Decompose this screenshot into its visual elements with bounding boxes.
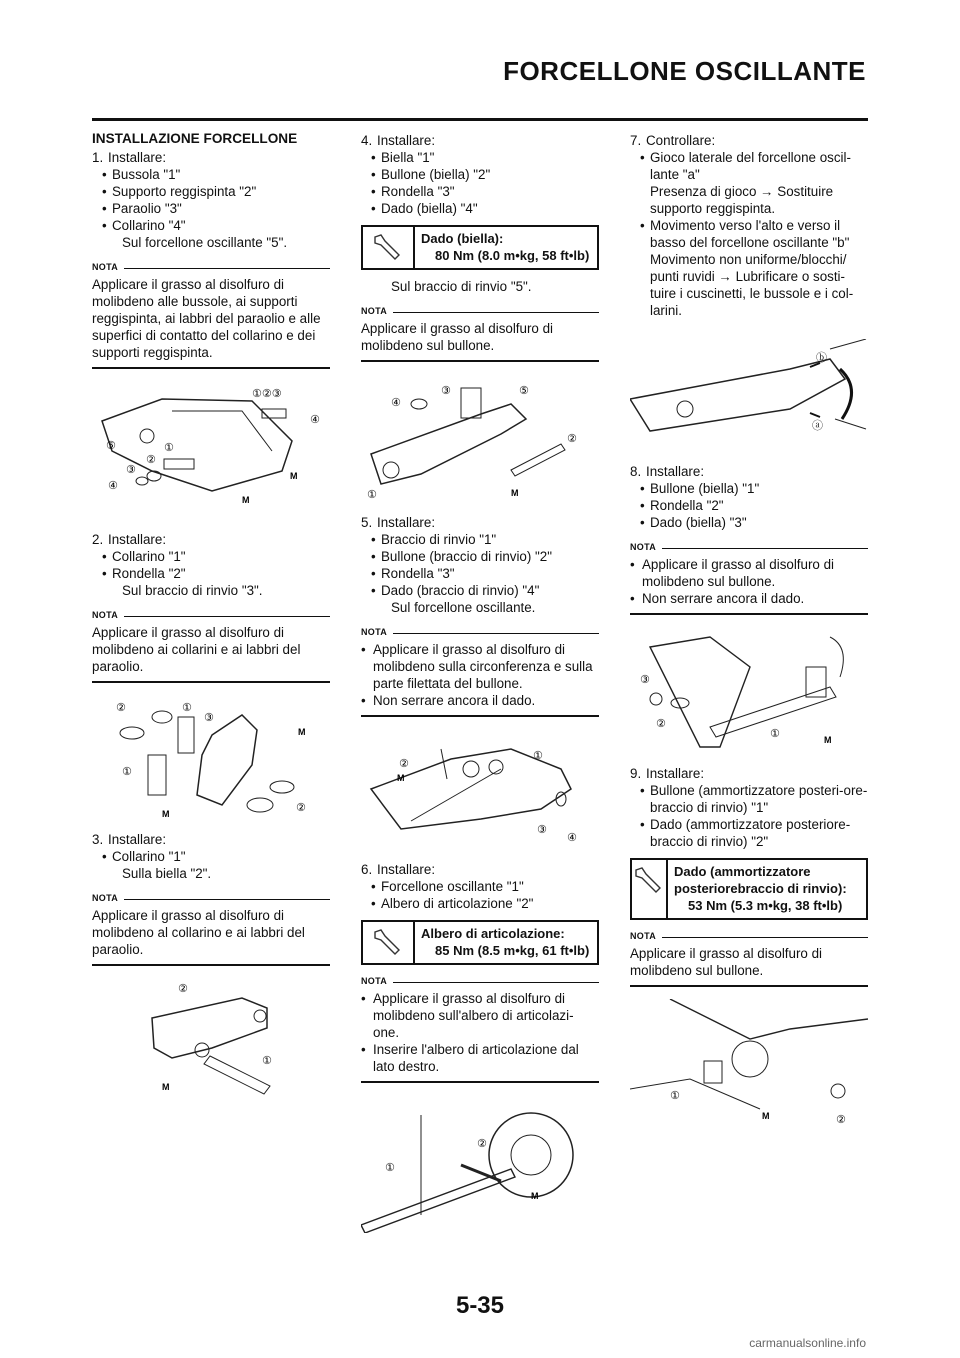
figure-relay-arm-install: [361, 729, 599, 851]
svg-text:①: ①: [533, 750, 543, 762]
nota-item: • Applicare il grasso al disolfuro di molibdeno sul bullone.: [630, 556, 868, 590]
list-item: • Bussola "1": [102, 166, 330, 183]
svg-text:①②③: ①②③: [252, 388, 282, 400]
figure-swingarm-bushings: [92, 381, 330, 521]
svg-text:①: ①: [385, 1162, 395, 1174]
nota-label: NOTA: [630, 931, 657, 941]
step-8: [630, 463, 868, 531]
torque-label: Dado (ammortizzatore posteriorebraccio di rinvio):: [674, 864, 847, 896]
svg-text:⑤: ⑤: [519, 385, 529, 397]
figure-connecting-rod-install: [630, 627, 868, 755]
page-number: 5-35: [455, 1292, 505, 1319]
nota-box: [361, 624, 599, 717]
nota-label: NOTA: [630, 542, 657, 552]
step-text: Installare:: [377, 862, 436, 877]
svg-text:①: ①: [262, 1055, 272, 1067]
list-item: • Rondella "3": [371, 183, 599, 200]
step-number: 5.: [361, 515, 373, 530]
page-title: FORCELLONE OSCILLANTE: [503, 56, 866, 86]
step-location: Sul braccio di rinvio "3".: [122, 583, 263, 598]
svg-text:②: ②: [146, 454, 156, 466]
svg-text:①: ①: [367, 489, 377, 501]
nota-item: • Applicare il grasso al disolfuro di molibdeno sull'albero di articolazi-one.: [361, 990, 599, 1041]
svg-text:②: ②: [836, 1114, 846, 1126]
step-2: [92, 531, 330, 599]
figure-relay-arm-collars: [92, 695, 330, 821]
nota-box: [92, 259, 330, 369]
torque-value: 85 Nm (8.5 m•kg, 61 ft•lb): [435, 943, 590, 958]
list-item: • Rondella "3": [371, 565, 599, 582]
svg-text:③: ③: [126, 464, 136, 476]
nota-text: Applicare il grasso al disolfuro di molibdeno al collarino e ai labbri del paraolio.: [92, 907, 330, 966]
svg-text:④: ④: [108, 480, 118, 492]
figure-connecting-rod-collar: [92, 978, 330, 1108]
step-9: [630, 765, 868, 850]
nota-text: Applicare il grasso al disolfuro di molibdeno alle bussole, ai supporti reggispinta, ai labbri del paraolio e alle superfici di contatto del collarino e dei supporti reggispinta.: [92, 276, 330, 369]
watermark: carmanualsonline.info: [749, 1336, 866, 1350]
step-text: Installare:: [108, 150, 167, 165]
nota-box: [92, 890, 330, 966]
list-item: • Forcellone oscillante "1": [371, 878, 599, 895]
svg-text:②: ②: [477, 1138, 487, 1150]
step-5: [361, 514, 599, 616]
svg-text:③: ③: [441, 385, 451, 397]
list-item: • Gioco laterale del forcellone oscil-lante "a" Presenza di gioco → Sostituire supporto reggispinta.: [640, 149, 868, 217]
list-item: • Bullone (ammortizzatore posteri-ore- braccio di rinvio) "1": [640, 782, 868, 816]
svg-text:②: ②: [399, 758, 409, 770]
step-number: 8.: [630, 464, 642, 479]
list-item-sub: Presenza di gioco → Sostituire supporto reggispinta.: [650, 184, 834, 216]
list-item: • Dado (biella) "4": [371, 200, 599, 217]
step-text: Controllare:: [646, 133, 716, 148]
svg-text:③: ③: [204, 712, 214, 724]
svg-text:④: ④: [567, 832, 577, 844]
header-rule: [92, 118, 868, 121]
nota-label: NOTA: [92, 262, 119, 272]
list-item-sub: Movimento non uniforme/blocchi/ punti ruvidi → Lubrificare o sosti-tuire i cuscinetti, le bussole e i col-larini.: [650, 252, 854, 318]
step-text: Installare:: [377, 515, 436, 530]
svg-text:M: M: [511, 488, 519, 498]
list-item: • Bullone (biella) "1": [640, 480, 868, 497]
list-item: • Albero di articolazione "2": [371, 895, 599, 912]
nota-box: [92, 607, 330, 683]
step-number: 9.: [630, 766, 642, 781]
step-7: [630, 132, 868, 319]
svg-text:M: M: [531, 1191, 539, 1201]
column-3: [630, 128, 868, 1139]
column-1: [92, 128, 330, 1118]
svg-text:①: ①: [122, 766, 132, 778]
svg-text:①: ①: [770, 728, 780, 740]
nota-label: NOTA: [361, 627, 388, 637]
step-3: [92, 831, 330, 882]
step-number: 1.: [92, 150, 104, 165]
list-item: • Dado (ammortizzatore posteriore- braccio di rinvio) "2": [640, 816, 868, 850]
step-location: Sul braccio di rinvio "5".: [391, 279, 532, 294]
list-item: • Dado (braccio di rinvio) "4": [371, 582, 599, 599]
svg-text:M: M: [242, 495, 250, 505]
step-text: Installare:: [646, 464, 705, 479]
svg-text:M: M: [290, 471, 298, 481]
list-item: • Collarino "4": [102, 217, 330, 234]
torque-box: [361, 225, 599, 270]
nota-text: Applicare il grasso al disolfuro di molibdeno sul bullone.: [630, 945, 868, 987]
nota-box: [361, 303, 599, 362]
svg-text:M: M: [162, 1082, 170, 1092]
svg-text:②: ②: [656, 718, 666, 730]
list-item: • Biella "1": [371, 149, 599, 166]
torque-box: [361, 920, 599, 965]
list-item: • Dado (biella) "3": [640, 514, 868, 531]
svg-text:④: ④: [310, 414, 320, 426]
svg-text:②: ②: [567, 433, 577, 445]
section-title: INSTALLAZIONE FORCELLONE: [92, 131, 298, 146]
list-item: • Movimento verso l'alto e verso il basso del forcellone oscillante "b" Movimento non uniforme/blocchi/ punti ruvidi → Lubrificare o sosti-tuire i cuscinetti, le bussole e i col-larini.: [640, 217, 868, 319]
nota-label: NOTA: [361, 306, 388, 316]
svg-text:①: ①: [670, 1090, 680, 1102]
step-4: [361, 132, 599, 217]
torque-label: Albero di articolazione:: [421, 926, 565, 941]
list-item: • Bullone (biella) "2": [371, 166, 599, 183]
nota-label: NOTA: [361, 976, 388, 986]
nota-text: Applicare il grasso al disolfuro di molibdeno sul bullone.: [361, 320, 599, 362]
nota-label: NOTA: [92, 893, 119, 903]
figure-shock-bolt: [630, 999, 868, 1129]
nota-item: • Non serrare ancora il dado.: [630, 590, 868, 607]
svg-text:ⓑ: ⓑ: [816, 352, 827, 364]
step-text: Installare:: [646, 766, 705, 781]
svg-text:M: M: [298, 727, 306, 737]
list-item: • Braccio di rinvio "1": [371, 531, 599, 548]
svg-text:ⓐ: ⓐ: [812, 420, 823, 432]
step-number: 3.: [92, 832, 104, 847]
column-2: [361, 128, 599, 1243]
nota-text: Applicare il grasso al disolfuro di molibdeno ai collarini e ai labbri del paraolio.: [92, 624, 330, 683]
step-location: Sulla biella "2".: [122, 866, 212, 881]
svg-text:M: M: [397, 773, 405, 783]
nota-item: • Non serrare ancora il dado.: [361, 692, 599, 709]
torque-box: [630, 858, 868, 920]
svg-text:②: ②: [296, 802, 306, 814]
nota-item: • Applicare il grasso al disolfuro di molibdeno sulla circonferenza e sulla parte filettata del bullone.: [361, 641, 599, 692]
step-number: 7.: [630, 133, 642, 148]
torque-wrench-icon: [363, 227, 415, 268]
step-location: Sul forcellone oscillante "5".: [122, 235, 288, 250]
step-text: Installare:: [108, 832, 167, 847]
torque-label: Dado (biella):: [421, 231, 504, 246]
torque-value: 53 Nm (5.3 m•kg, 38 ft•lb): [688, 898, 843, 913]
svg-text:③: ③: [640, 674, 650, 686]
step-number: 2.: [92, 532, 104, 547]
step-1: [92, 149, 330, 251]
svg-text:③: ③: [537, 824, 547, 836]
svg-text:④: ④: [391, 397, 401, 409]
svg-text:M: M: [762, 1111, 770, 1121]
nota-item: • Inserire l'albero di articolazione dal lato destro.: [361, 1041, 599, 1075]
figure-swingarm-check: [630, 339, 868, 449]
torque-value: 80 Nm (8.0 m•kg, 58 ft•lb): [435, 248, 590, 263]
list-item: • Rondella "2": [640, 497, 868, 514]
list-item: • Paraolio "3": [102, 200, 330, 217]
step-text: Installare:: [377, 133, 436, 148]
list-item: • Collarino "1": [102, 548, 330, 565]
figure-connecting-rod-bolt: [361, 374, 599, 504]
list-item: • Supporto reggispinta "2": [102, 183, 330, 200]
nota-label: NOTA: [92, 610, 119, 620]
nota-box: [630, 539, 868, 615]
svg-text:②: ②: [116, 702, 126, 714]
list-item: • Collarino "1": [102, 848, 330, 865]
nota-box: [361, 973, 599, 1083]
step-number: 6.: [361, 862, 373, 877]
torque-wrench-icon: [632, 860, 668, 918]
step-text: Installare:: [108, 532, 167, 547]
svg-text:①: ①: [164, 442, 174, 454]
figure-pivot-shaft: [361, 1095, 599, 1233]
svg-text:M: M: [162, 809, 170, 819]
svg-text:⑤: ⑤: [106, 440, 116, 452]
torque-wrench-icon: [363, 922, 415, 963]
step-number: 4.: [361, 133, 373, 148]
list-item: • Bullone (braccio di rinvio) "2": [371, 548, 599, 565]
step-6: [361, 861, 599, 912]
step-location: Sul forcellone oscillante.: [391, 600, 536, 615]
svg-text:②: ②: [178, 983, 188, 995]
svg-text:①: ①: [182, 702, 192, 714]
nota-box: [630, 928, 868, 987]
svg-text:M: M: [824, 735, 832, 745]
list-item: • Rondella "2": [102, 565, 330, 582]
